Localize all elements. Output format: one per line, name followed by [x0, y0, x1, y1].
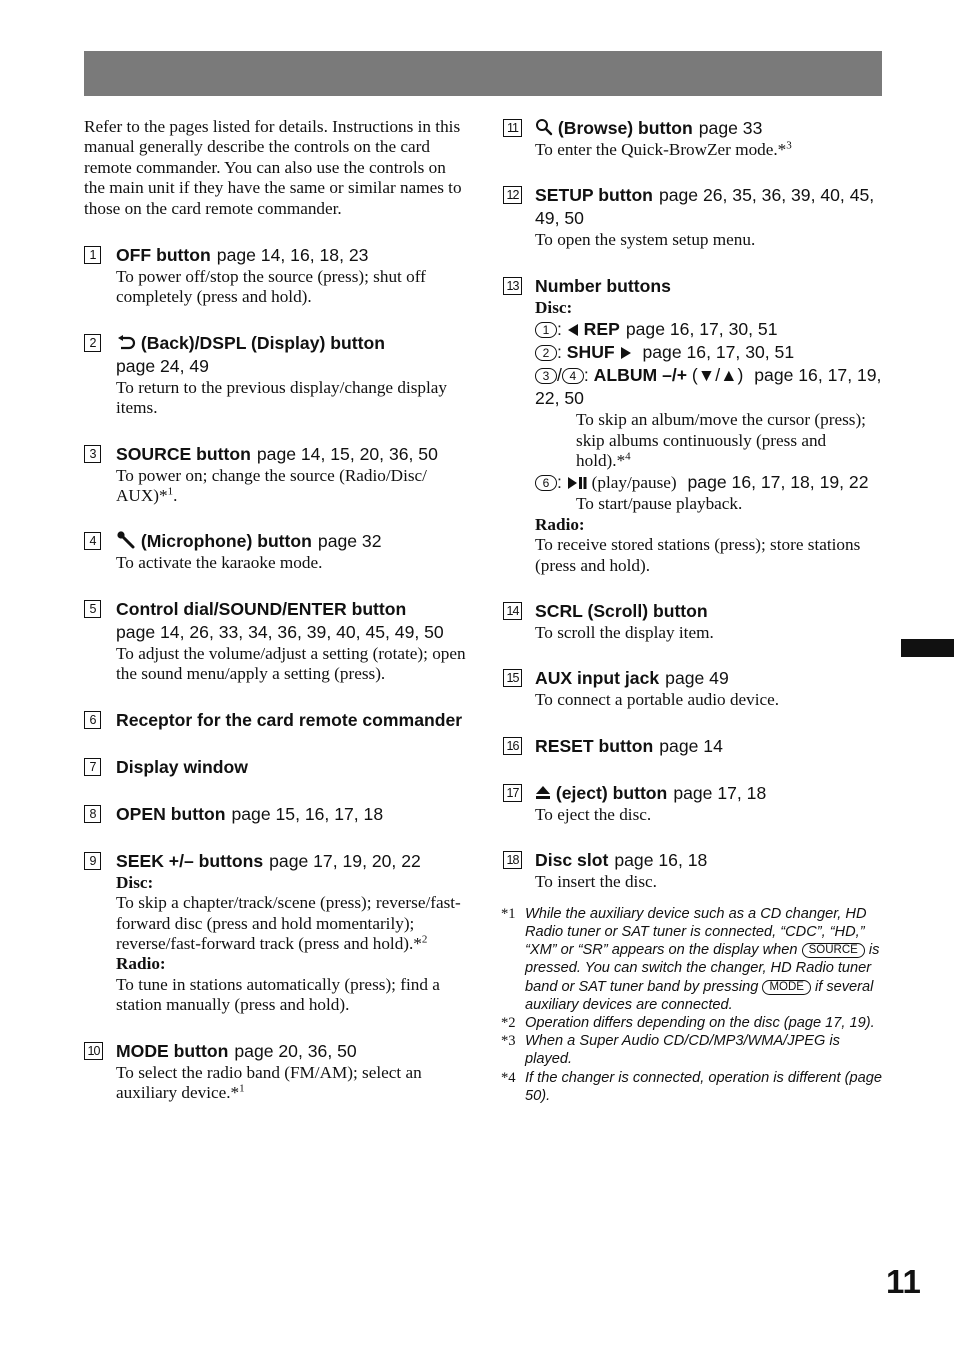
footnote-mark: *3 — [501, 1033, 516, 1050]
item-title: MODE button — [116, 1040, 229, 1061]
key-badge: 4 — [562, 368, 584, 384]
item-desc: To insert the disc. — [535, 872, 657, 892]
page-ref: page 17, 18 — [673, 782, 767, 803]
item-number: 1 — [84, 246, 101, 264]
number-button-row: 3 / 4 : ALBUM –/+ (▼/▲) page 16, 17, 19, 22, 50 — [535, 365, 882, 409]
footnote — [503, 1069, 883, 1105]
page-ref: page 15, 16, 17, 18 — [231, 803, 384, 824]
footnote-text: If the changer is connected, operation is different (page 50). — [525, 1069, 882, 1104]
page-ref: page 14, 15, 20, 36, 50 — [256, 443, 438, 464]
item-10 — [84, 1040, 466, 1104]
item-number: 7 — [84, 758, 101, 776]
footnote-mark: *2 — [501, 1014, 516, 1031]
key-badge: 2 — [535, 345, 557, 361]
page-ref: page 33 — [698, 118, 763, 138]
button-label: (play/pause) — [591, 473, 677, 493]
item-desc: To open the system setup menu. — [535, 230, 756, 250]
intro-text: Refer to the pages listed for details. Instructions in this manual generally describe the controls on the card remote commander. You can also use the controls on the main unit if they have the same or similar names to those on the card remote commander. — [84, 117, 462, 218]
item-5 — [84, 598, 466, 685]
number-button-row: 1 : REP page 16, 17, 30, 51 — [535, 318, 883, 341]
page-ref: page 14 — [659, 735, 723, 756]
item-6 — [84, 709, 466, 732]
item-title: OPEN button — [116, 803, 226, 824]
item-16 — [503, 735, 883, 758]
footnote-text: is pressed. You can switch the changer, HD Radio tuner band or SAT tuner band by pressing — [525, 942, 880, 995]
source-key: SOURCE — [802, 943, 865, 958]
item-15 — [503, 667, 883, 710]
footnote-ref: 4 — [625, 450, 631, 463]
item-number: 10 — [84, 1042, 103, 1060]
item-title: (Back)/DSPL (Display) button — [140, 332, 385, 353]
footnote-text: if several auxiliary devices are connected. — [525, 978, 874, 1013]
item-title: (Microphone) button — [140, 531, 312, 552]
page-ref: page 16, 17, 30, 51 — [625, 319, 778, 340]
item-title: Number buttons — [535, 275, 671, 296]
footnotes — [503, 905, 883, 1105]
item-12 — [503, 184, 883, 250]
page-ref: page 16, 17, 30, 51 — [642, 342, 795, 363]
play-pause-icon — [567, 476, 587, 490]
item-title: SOURCE button — [116, 443, 251, 464]
item-number: 13 — [503, 277, 522, 295]
item-title: Disc slot — [535, 850, 609, 871]
page-ref: page 14, 26, 33, 34, 36, 39, 40, 45, 49, 50 — [116, 621, 444, 642]
item-title: (eject) button — [555, 782, 668, 803]
item-4 — [84, 530, 466, 573]
item-number: 17 — [503, 784, 522, 802]
radio-desc: To receive stored stations (press); store stations (press and hold). — [535, 535, 861, 575]
footnote — [503, 1032, 883, 1068]
page-ref: page 20, 36, 50 — [234, 1040, 357, 1061]
footnote-text: While the auxiliary device such as a CD changer, HD Radio tuner or SAT tuner is connected, “CDC”, “HD,” “XM” or “SR” appears on the display when — [525, 905, 867, 959]
item-desc: To connect a portable audio device. — [535, 690, 780, 710]
item-title: SCRL (Scroll) button — [535, 601, 708, 622]
radio-label: Radio: — [535, 514, 585, 534]
page-ref: page 16, 17, 19, 22, 50 — [535, 365, 882, 409]
footnote — [503, 1014, 883, 1032]
item-desc: To adjust the volume/adjust a setting (rotate); open the sound menu/apply a setting (press). — [116, 643, 466, 684]
key-badge: 3 — [535, 368, 557, 384]
right-triangle-icon — [620, 346, 632, 360]
microphone-icon — [116, 531, 136, 549]
button-label: SHUF — [566, 342, 615, 363]
mode-key: MODE — [762, 980, 811, 995]
button-desc: To skip an album/move the cursor (press); skip albums continuously (press and hold).* — [576, 410, 866, 471]
item-title: SETUP button — [535, 185, 653, 206]
footnote-ref: 1 — [167, 485, 174, 498]
disc-label: Disc: — [535, 297, 573, 317]
page-ref: page 14, 16, 18, 23 — [216, 245, 369, 266]
radio-desc: To tune in stations automatically (press); find a station manually (press and hold). — [116, 974, 440, 1015]
right-column — [503, 117, 883, 1105]
key-badge: 6 — [535, 475, 557, 491]
page-ref: page 16, 18 — [614, 850, 708, 871]
item-8 — [84, 803, 466, 826]
item-desc-tail: . — [173, 486, 178, 506]
item-number: 6 — [84, 711, 101, 729]
item-desc: To eject the disc. — [535, 804, 652, 824]
key-badge: 1 — [535, 322, 557, 338]
footnote — [503, 905, 883, 1014]
number-button-row: 2 : SHUF page 16, 17, 30, 51 — [535, 341, 883, 364]
disc-desc: To skip a chapter/track/scene (press); reverse/fast-forward disc (press and hold momentarily); reverse/fast-forward track (press and hold).* — [116, 893, 461, 953]
item-number: 18 — [503, 851, 522, 869]
side-tab-marker — [901, 639, 954, 657]
item-1 — [84, 244, 466, 308]
item-18 — [503, 849, 883, 892]
number-button-row: 6 : (play/pause) page 16, 17, 18, 19, 22 — [535, 471, 883, 494]
arrow-keys: (▼/▲) — [691, 365, 744, 386]
button-label: ALBUM –/+ — [593, 365, 688, 386]
search-icon — [535, 118, 553, 136]
item-number: 12 — [503, 186, 522, 204]
item-number: 14 — [503, 602, 522, 620]
button-desc: To start/pause playback. — [576, 494, 743, 514]
item-title: Control dial/SOUND/ENTER button — [116, 598, 407, 619]
item-number: 5 — [84, 600, 101, 618]
item-title: RESET button — [535, 735, 654, 756]
page-ref: page 32 — [317, 531, 382, 552]
footnote-mark: *1 — [501, 905, 516, 922]
item-desc: To return to the previous display/change display items. — [116, 377, 448, 418]
page-ref: page 49 — [665, 668, 729, 689]
eject-icon — [535, 785, 551, 801]
page-ref: page 16, 17, 18, 19, 22 — [687, 472, 869, 493]
left-column — [84, 117, 466, 1127]
radio-label: Radio: — [116, 954, 166, 974]
section-banner — [84, 51, 882, 96]
item-desc: To activate the karaoke mode. — [116, 553, 323, 573]
item-3 — [84, 443, 466, 507]
item-number: 9 — [84, 852, 101, 870]
footnote-ref: 3 — [786, 139, 792, 152]
item-title: Display window — [116, 756, 248, 777]
disc-label: Disc: — [116, 872, 154, 892]
item-desc: To scroll the display item. — [535, 623, 714, 643]
item-title: SEEK +/– buttons — [116, 850, 264, 871]
item-number: 4 — [84, 532, 101, 550]
page-number: 11 — [886, 1263, 921, 1300]
page-ref: page 17, 19, 20, 22 — [269, 850, 421, 871]
item-number: 3 — [84, 445, 101, 463]
item-number: 8 — [84, 805, 101, 823]
back-arrow-icon — [116, 335, 136, 351]
item-17 — [503, 782, 883, 825]
footnote-ref: 1 — [239, 1082, 245, 1095]
item-2 — [84, 332, 466, 419]
item-number: 11 — [503, 119, 522, 137]
item-desc: To power off/stop the source (press); shut off completely (press and hold). — [116, 267, 426, 307]
item-11 — [503, 117, 883, 160]
item-title: OFF button — [116, 245, 211, 266]
footnote-ref: 2 — [421, 933, 428, 946]
item-9 — [84, 850, 466, 1016]
item-number: 2 — [84, 334, 101, 352]
item-number: 15 — [503, 669, 522, 687]
item-14 — [503, 600, 883, 643]
footnote-mark: *4 — [501, 1069, 516, 1086]
item-title: (Browse) button — [557, 118, 693, 138]
item-title: Receptor for the card remote commander — [116, 709, 463, 730]
footnote-text: Operation differs depending on the disc (page 17, 19). — [525, 1014, 875, 1031]
page-ref: page 24, 49 — [116, 355, 209, 376]
button-label: REP — [583, 319, 620, 340]
page-ref: page 26, 35, 36, 39, 40, 45, 49, 50 — [535, 185, 875, 229]
item-desc: To select the radio band (FM/AM); select an auxiliary device.* — [116, 1062, 422, 1102]
footnote-text: When a Super Audio CD/CD/MP3/WMA/JPEG is played. — [525, 1033, 840, 1068]
item-title: AUX input jack — [535, 668, 660, 689]
item-number: 16 — [503, 737, 522, 755]
item-desc: To power on; change the source (Radio/Disc/ AUX)* — [116, 465, 427, 506]
left-triangle-icon — [567, 323, 579, 337]
item-desc: To enter the Quick-BrowZer mode.* — [535, 140, 787, 159]
item-13 — [503, 275, 883, 576]
item-7 — [84, 756, 466, 779]
